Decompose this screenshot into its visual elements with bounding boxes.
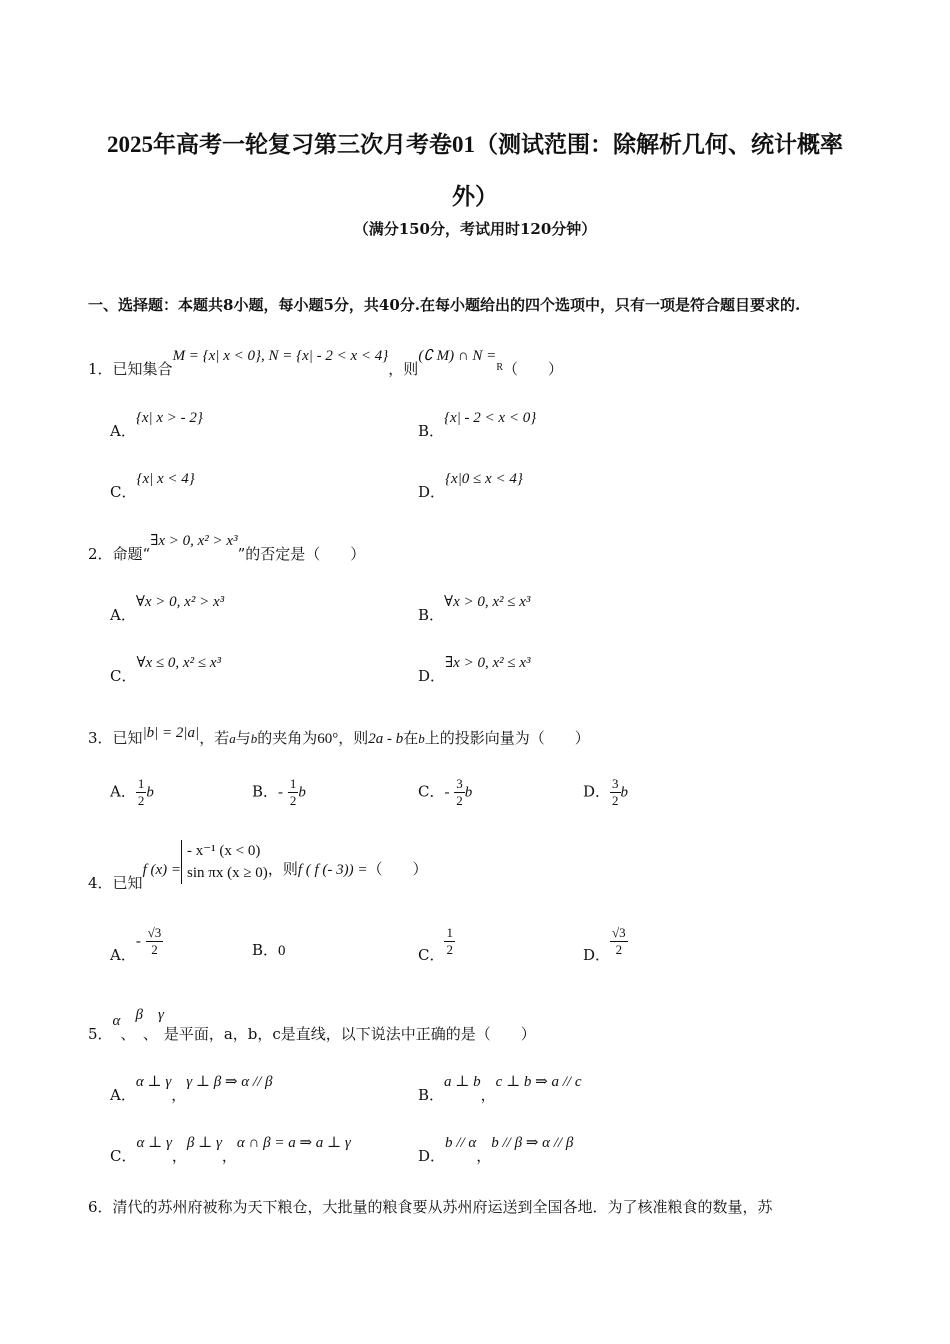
option-label: A． — [110, 782, 136, 801]
option-math: ∀x ≤ 0, x² ≤ x³ — [136, 655, 221, 671]
option-d[interactable] — [583, 776, 628, 809]
option-math: β ⊥ γ — [186, 1135, 222, 1151]
question-text: 在 — [403, 729, 419, 747]
vector-b: b — [146, 784, 154, 801]
option-math: a ⊥ b — [444, 1074, 481, 1090]
math-expression: |b| = 2|a| — [142, 725, 200, 741]
question-text: 上的投影向量为（ ） — [424, 729, 590, 747]
math-expression: (∁ M) ∩ N = — [418, 348, 497, 364]
option-fraction — [288, 776, 299, 809]
question-text: 与 — [235, 729, 251, 747]
option-math: α ⊥ γ — [136, 1135, 172, 1151]
option-math: b // α — [445, 1135, 477, 1151]
question-text: 清代的苏州府被称为天下粮仓，大批量的粮食要从苏州府运送到全国各地．为了核准粮食的数量，苏 — [112, 1198, 773, 1216]
question-text: ，若 — [199, 729, 230, 747]
question-4 — [88, 840, 428, 892]
question-text: 命题“ — [112, 545, 151, 563]
function-def: f (x) = — [142, 862, 181, 878]
angle-value: 60° — [317, 731, 339, 747]
exam-subtitle: （满分150分，考试用时120分钟） — [353, 220, 597, 238]
question-6 — [88, 1196, 773, 1217]
question-number: 5． — [88, 1025, 113, 1043]
option-math: γ ⊥ β ⇒ α // β — [186, 1074, 273, 1090]
question-1 — [88, 348, 563, 379]
option-math: {x| - 2 < x < 0} — [444, 410, 537, 426]
option-c[interactable] — [418, 925, 455, 964]
question-number: 3． — [88, 729, 113, 747]
option-comma: ， — [171, 1147, 187, 1165]
option-math: α ∩ β = a ⇒ a ⊥ γ — [236, 1135, 351, 1151]
answer-blank: （ ） — [367, 860, 428, 878]
option-label: D． — [418, 1147, 446, 1165]
numerator: 3 — [612, 776, 619, 791]
question-text: 的夹角为 — [257, 729, 318, 747]
option-c[interactable] — [418, 776, 472, 809]
math-expression: M = {x| x < 0}, N = {x| - 2 < x < 4} — [172, 348, 389, 364]
option-a[interactable] — [110, 410, 203, 441]
option-fraction — [610, 776, 621, 809]
question-5 — [88, 1007, 536, 1044]
option-comma: ， — [476, 1147, 492, 1165]
numerator: 1 — [137, 776, 145, 791]
option-a[interactable] — [110, 594, 225, 625]
option-label: D． — [418, 483, 446, 501]
math-expression: ∃x > 0, x² > x³ — [150, 533, 238, 549]
option-fraction — [610, 925, 628, 958]
option-math: b // β ⇒ α // β — [491, 1135, 574, 1151]
vector-b: b — [250, 731, 258, 746]
option-sign: - — [444, 784, 450, 801]
question-number: 6． — [88, 1198, 113, 1216]
option-label: D． — [583, 945, 611, 964]
question-text: 已知 — [112, 729, 143, 747]
option-b[interactable] — [418, 410, 537, 441]
option-label: C． — [110, 667, 137, 685]
option-label: B． — [418, 1086, 445, 1104]
option-fraction — [136, 776, 147, 809]
denominator: 2 — [151, 942, 158, 957]
question-3 — [88, 727, 590, 748]
option-c[interactable] — [110, 1135, 351, 1166]
vector-b: b — [418, 731, 425, 746]
option-a[interactable] — [110, 1074, 273, 1105]
question-number: 2． — [88, 545, 113, 563]
option-c[interactable] — [110, 471, 195, 502]
piecewise-case: sin πx (x ≥ 0) — [187, 865, 268, 881]
option-label: A． — [110, 1086, 136, 1104]
question-2 — [88, 533, 366, 564]
question-text: ”的否定是（ ） — [237, 545, 366, 563]
option-math: ∀x > 0, x² ≤ x³ — [444, 594, 531, 610]
piecewise-brace — [181, 840, 268, 884]
option-sign: - — [135, 933, 141, 950]
option-math: c ⊥ b ⇒ a // c — [495, 1074, 582, 1090]
option-d[interactable] — [418, 655, 531, 686]
subscript: R — [496, 362, 503, 373]
option-comma: ， — [171, 1086, 187, 1104]
option-label: A． — [110, 606, 136, 624]
option-label: C． — [110, 483, 137, 501]
plane-beta: β — [135, 1007, 143, 1023]
numerator: √3 — [612, 925, 626, 940]
option-label: B． — [418, 422, 445, 440]
option-b[interactable] — [252, 939, 286, 960]
option-a[interactable] — [110, 776, 154, 809]
math-expression: 2a - b — [368, 731, 404, 747]
option-label: D． — [418, 667, 446, 685]
option-label: A． — [110, 945, 136, 964]
vector-b: b — [620, 784, 629, 801]
denominator: 2 — [289, 793, 297, 808]
denominator: 2 — [137, 793, 145, 808]
option-math: ∀x > 0, x² > x³ — [135, 594, 225, 610]
numerator: √3 — [147, 925, 162, 940]
option-sign: - — [278, 784, 284, 801]
question-text: ，则 — [388, 360, 419, 378]
numerator: 3 — [456, 776, 463, 791]
option-label: C． — [418, 945, 445, 964]
numerator: 1 — [289, 776, 297, 791]
denominator: 2 — [612, 793, 619, 808]
option-label: B． — [252, 941, 279, 959]
option-label: D． — [583, 782, 611, 801]
exam-title-line2: 外） — [452, 184, 498, 209]
question-text: 已知 — [112, 874, 143, 892]
option-math: α ⊥ γ — [135, 1074, 172, 1090]
option-math: ∃x > 0, x² ≤ x³ — [445, 655, 531, 671]
denominator: 2 — [446, 942, 453, 957]
separator: 、 — [120, 1025, 136, 1043]
option-b[interactable] — [252, 776, 306, 809]
option-label: C． — [110, 1147, 137, 1165]
question-number: 1． — [88, 360, 113, 378]
piecewise-case: - x⁻¹ (x < 0) — [187, 843, 261, 859]
option-fraction — [444, 925, 455, 958]
option-label: B． — [418, 606, 445, 624]
separator: 、 — [142, 1025, 158, 1043]
option-math: {x| x > - 2} — [135, 410, 203, 426]
question-text: 是平面，a，b，c是直线，以下说法中正确的是（ ） — [163, 1025, 536, 1043]
option-d[interactable] — [583, 925, 628, 964]
vector-b: b — [464, 784, 473, 801]
vector-a: a — [229, 731, 236, 746]
math-expression: f ( f (- 3)) = — [297, 862, 368, 878]
denominator: 2 — [456, 793, 463, 808]
plane-alpha: α — [112, 1013, 121, 1029]
option-d[interactable] — [418, 471, 523, 502]
option-b[interactable] — [418, 594, 531, 625]
question-text: ，则 — [267, 860, 298, 878]
option-label: C． — [418, 782, 445, 801]
section-heading: 一、选择题：本题共8小题，每小题5分，共40分.在每小题给出的四个选项中，只有一项是符合题目要求的. — [88, 296, 801, 314]
option-comma: ， — [480, 1086, 496, 1104]
option-label: B． — [252, 782, 279, 801]
option-math: {x|0 ≤ x < 4} — [445, 471, 523, 487]
option-fraction — [146, 925, 164, 958]
option-label: A． — [110, 422, 136, 440]
exam-title-line1: 2025年高考一轮复习第三次月考卷01（测试范围：除解析几何、统计概率 — [107, 132, 843, 157]
question-number: 4． — [88, 874, 113, 892]
option-a[interactable] — [110, 925, 163, 964]
option-d[interactable] — [418, 1135, 574, 1166]
option-value: 0 — [278, 943, 286, 959]
option-math: {x| x < 4} — [136, 471, 195, 487]
denominator: 2 — [615, 942, 623, 957]
answer-blank: （ ） — [502, 360, 563, 378]
option-comma: ， — [221, 1147, 237, 1165]
vector-b: b — [298, 784, 306, 801]
plane-gamma: γ — [157, 1007, 164, 1023]
option-c[interactable] — [110, 655, 221, 686]
question-text: 已知集合 — [112, 360, 173, 378]
option-fraction — [454, 776, 465, 809]
question-text: ，则 — [338, 729, 369, 747]
option-b[interactable] — [418, 1074, 582, 1105]
numerator: 1 — [446, 925, 453, 940]
